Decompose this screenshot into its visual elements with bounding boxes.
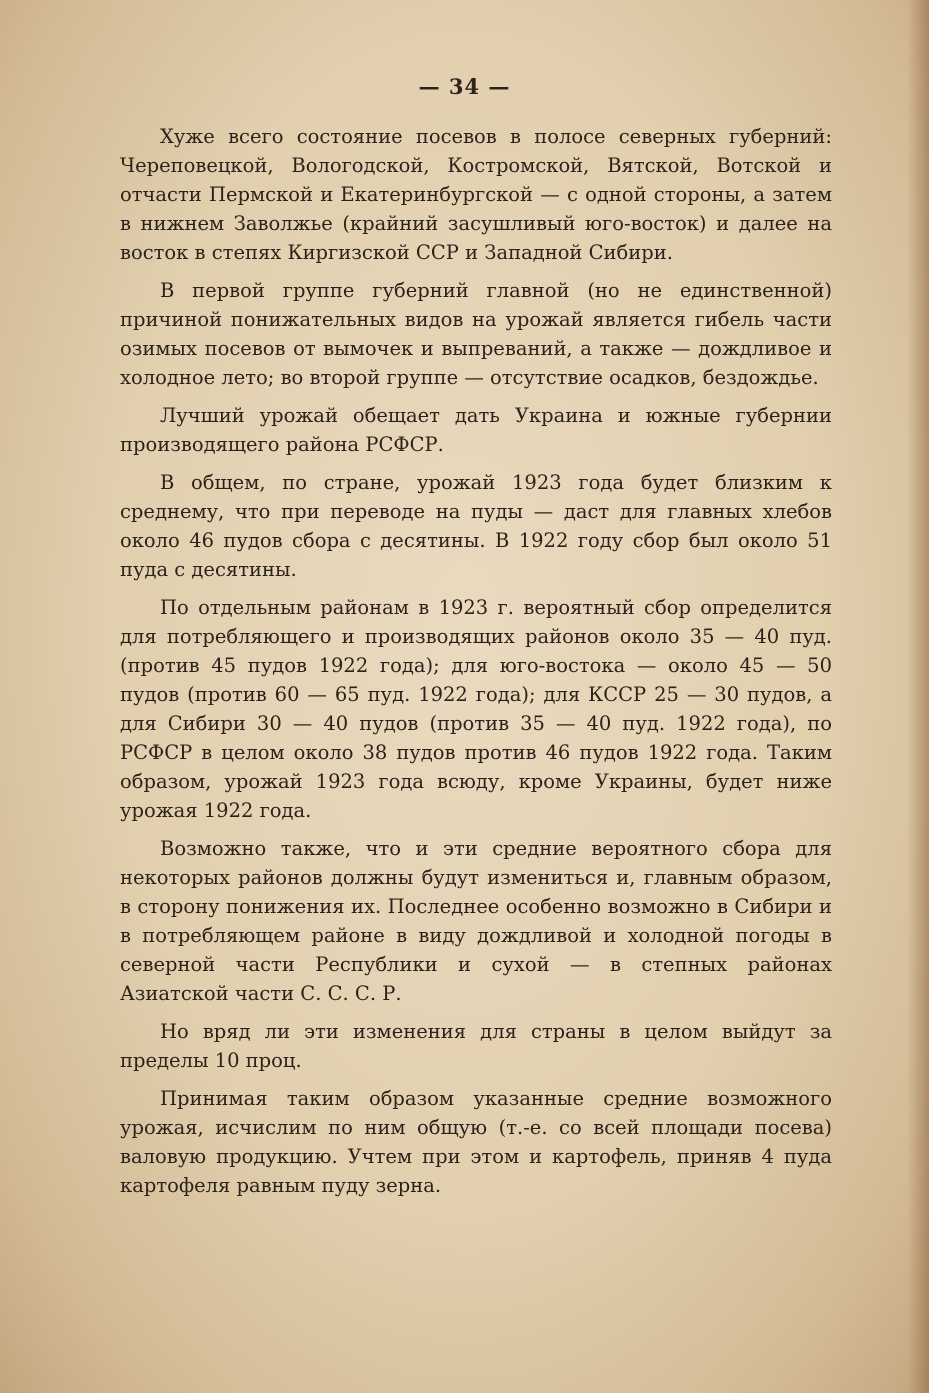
page-number: — 34 — bbox=[418, 74, 511, 99]
paragraph-1: Хуже всего состояние посевов в полосе северных губерний: Череповецкой, Вологодской, Костромской, Вятской, Вотской и отчасти Пермской и Екатеринбургской — с одной стороны, а затем в нижнем Заволжье (крайний засушливый юго-восток) и далее на восток в степях Киргизской ССР и Западной Сибири. bbox=[120, 125, 832, 264]
page-edge-shadow bbox=[907, 0, 929, 1393]
paragraph-3: Лучший урожай обещает дать Украина и южные губернии производящего района РСФСР. bbox=[120, 404, 832, 456]
paragraph-6: Возможно также, что и эти средние вероятного сбора для некоторых районов должны будут измениться и, главным образом, в сторону понижения их. Последнее особенно возможно в Сибири и в потребляющем районе в виду дождливой и холодной погоды в северной части Республики и сухой — в степных районах Азиатской части С. С. С. Р. bbox=[120, 837, 832, 1005]
paragraph-7: Но вряд ли эти изменения для страны в целом выйдут за пределы 10 проц. bbox=[120, 1020, 832, 1072]
paragraph-4: В общем, по стране, урожай 1923 года будет близким к среднему, что при переводе на пуды — даст для главных хлебов около 46 пудов сбора с десятины. В 1922 году сбор был около 51 пуда с десятины. bbox=[120, 471, 832, 581]
paragraph-5: По отдельным районам в 1923 г. вероятный сбор определится для потребляющего и производящих районов около 35 — 40 пуд. (против 45 пудов 1922 года); для юго-востока — около 45 — 50 пудов (против 60 — 65 пуд. 1922 года); для КССР 25 — 30 пудов, а для Сибири 30 — 40 пудов (против 35 — 40 пуд. 1922 года), по РСФСР в целом около 38 пудов против 46 пудов 1922 года. Таким образом, урожай 1923 года всюду, кроме Украины, будет ниже урожая 1922 года. bbox=[120, 596, 832, 822]
body-text bbox=[120, 122, 832, 1209]
paragraph-8: Принимая таким образом указанные средние возможного урожая, исчислим по ним общую (т.-е. со всей площади посева) валовую продукцию. Учтем при этом и картофель, приняв 4 пуда картофеля равным пуду зерна. bbox=[120, 1087, 832, 1197]
paragraph-2: В первой группе губерний главной (но не единственной) причиной понижательных видов на урожай является гибель части озимых посевов от вымочек и выпреваний, а также — дождливое и холодное лето; во второй группе — отсутствие осадков, бездождье. bbox=[120, 279, 832, 389]
